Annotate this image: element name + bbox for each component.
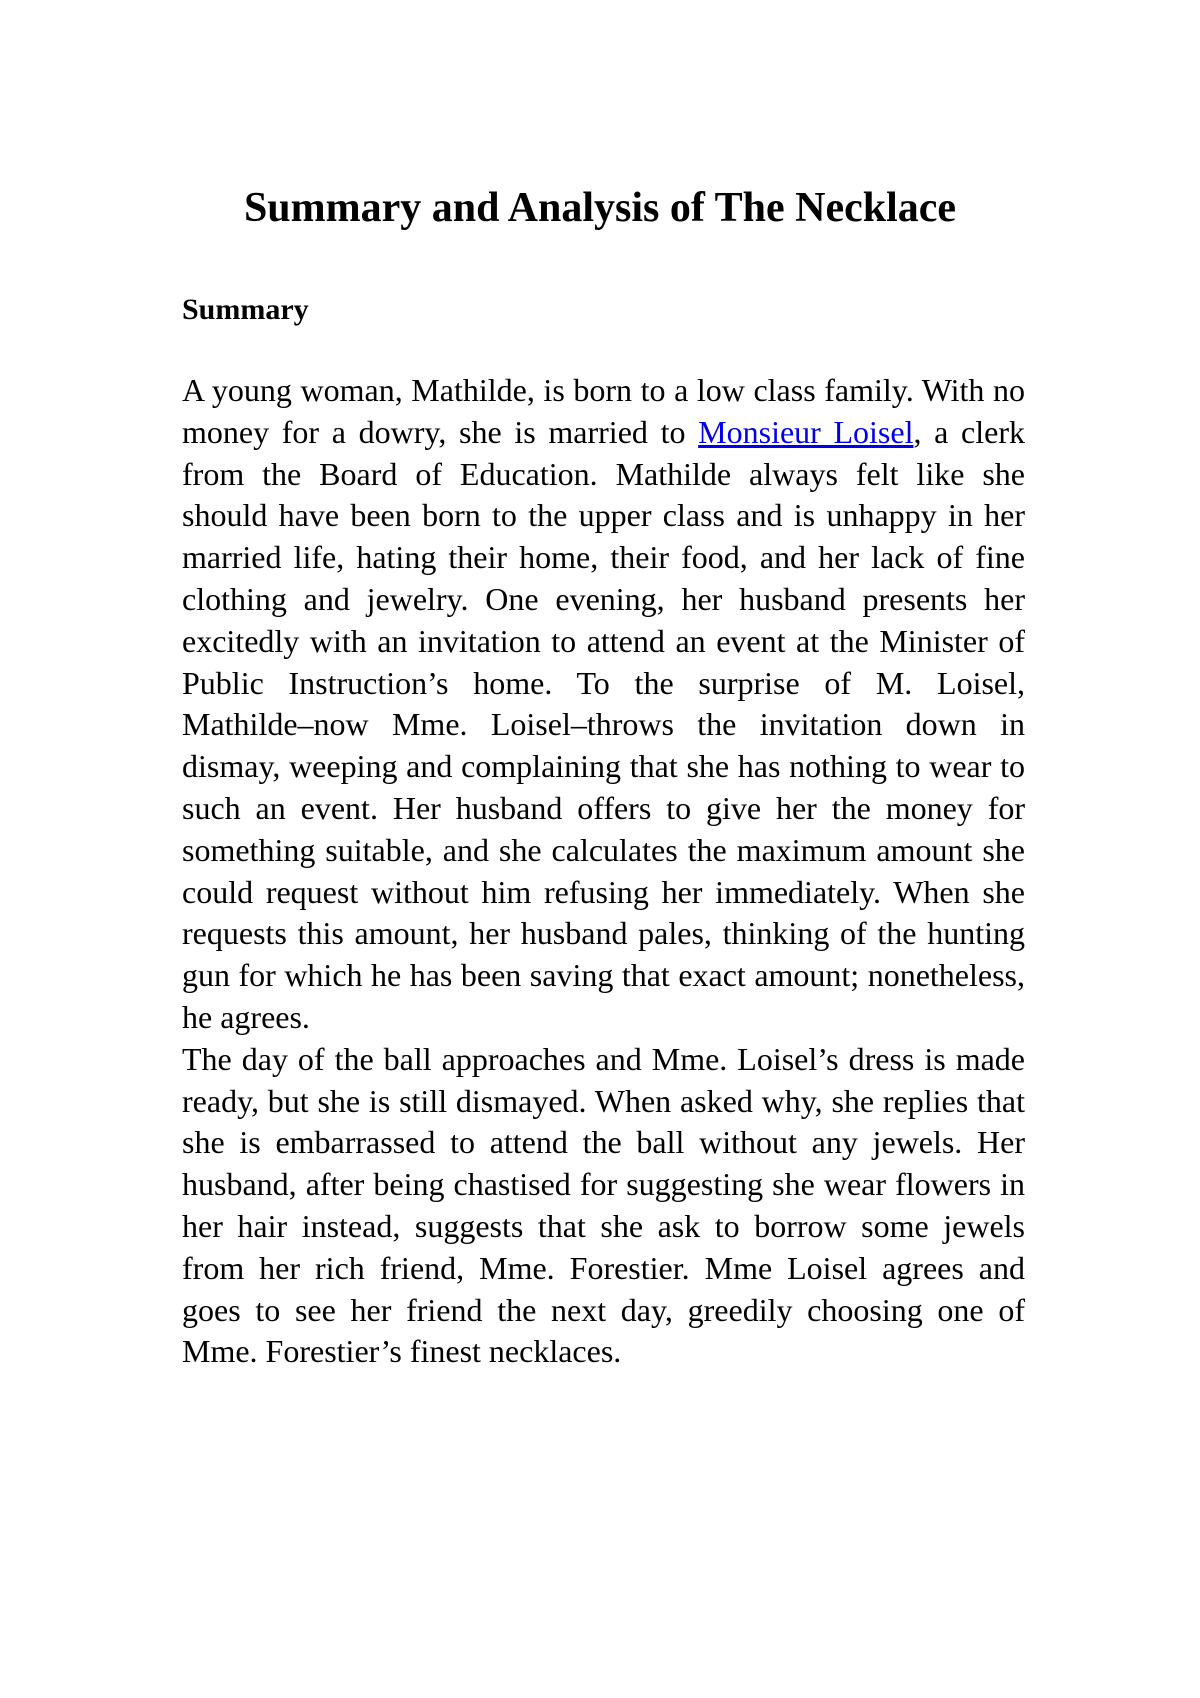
summary-body <box>182 370 1025 1373</box>
paragraph-1 <box>182 370 1025 1039</box>
page-title: Summary and Analysis of The Necklace <box>243 185 957 231</box>
paragraph-1-text-start: A young woman, Mathilde, is born to a low class family. With no money for a dowry, she is married to <box>182 372 1025 450</box>
section-heading-summary: Summary <box>182 293 309 326</box>
paragraph-2: The day of the ball approaches and Mme. Loisel’s dress is made ready, but she is still dismayed. When asked why, she replies that she is embarrassed to attend the ball without any jewels. Her husband, after being chastised for suggesting she wear flowers in her hair instead, suggests that she ask to borrow some jewels from her rich friend, Mme. Forestier. Mme Loisel agrees and goes to see her friend the next day, greedily choosing one of Mme. Forestier’s finest necklaces. <box>182 1040 1025 1370</box>
monsieur-loisel-link[interactable]: Monsieur Loisel <box>698 413 914 450</box>
paragraph-1-text-end: , a clerk from the Board of Education. Mathilde always felt like she should have been born to the upper class and is unhappy in her married life, hating their home, their food, and her lack of fine clothing and jewelry. One evening, her husband presents her excitedly with an invitation to attend an event at the Minister of Public Instruction’s home. To the surprise of M. Loisel, Mathilde–now Mme. Loisel–throws the invitation down in dismay, weeping and complaining that she has nothing to wear to such an event. Her husband offers to give her the money for something suitable, and she calculates the maximum amount she could request without him refusing her immediately. When she requests this amount, her husband pales, thinking of the hunting gun for which he has been saving that exact amount; nonetheless, he agrees. <box>182 413 1026 1035</box>
